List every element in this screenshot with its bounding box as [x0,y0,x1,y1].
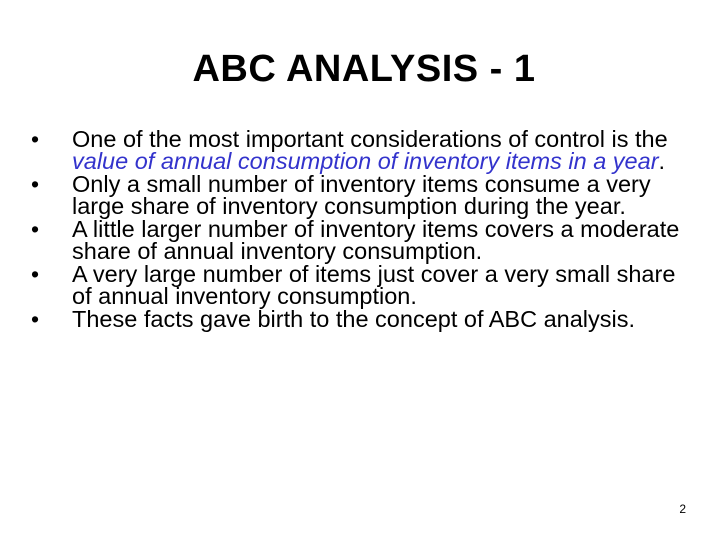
bullet-item [28,173,700,217]
bullet-item [28,263,700,307]
bullet-text-end: . [658,148,666,174]
slide-title: ABC ANALYSIS - 1 [192,48,536,90]
bullet-dot-icon: • [31,216,40,242]
bullet-dot-icon: • [31,126,40,152]
bullet-dot-icon: • [31,306,40,332]
bullet-text: These facts gave birth to the concept of ABC analysis. [72,306,636,332]
bullet-emphasis: value of annual consumption of inventory items in a year [72,148,659,174]
bullet-item [28,128,700,172]
bullet-text: A little larger number of inventory items covers a moderate share of annual inventory consumption. [72,216,680,264]
bullet-text: One of the most important considerations of control is the [72,126,668,152]
bullet-text: A very large number of items just cover a very small share of annual inventory consumption. [72,261,676,309]
bullet-item [28,308,700,330]
bullet-item [28,218,700,262]
page-number: 2 [679,502,686,516]
bullet-text: Only a small number of inventory items consume a very large share of inventory consumption during the year. [72,171,651,219]
bullet-dot-icon: • [31,171,40,197]
bullet-list [28,128,700,331]
bullet-dot-icon: • [31,261,40,287]
